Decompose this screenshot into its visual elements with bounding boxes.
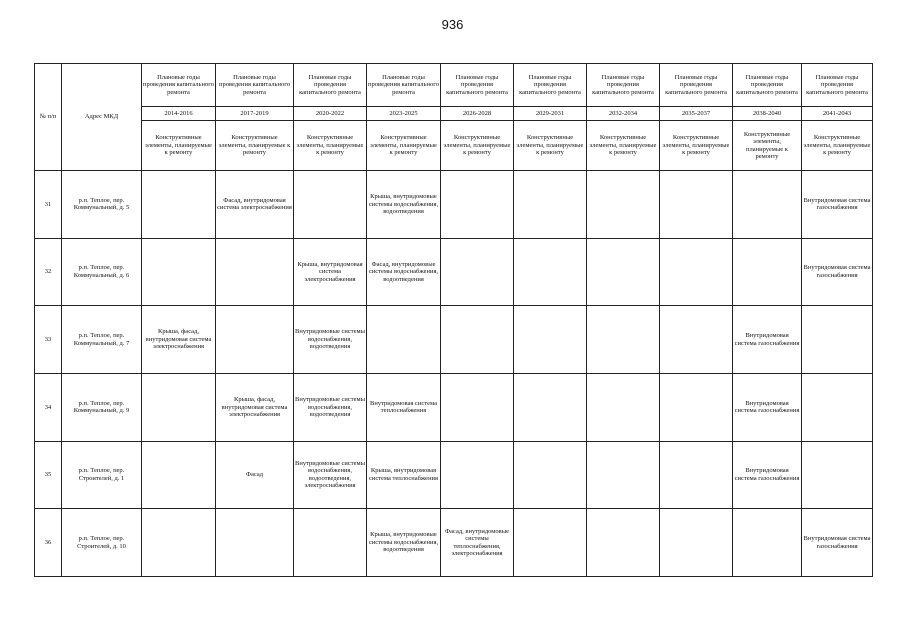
- cell-elements: [294, 171, 367, 239]
- header-period-0: 2014-2016: [142, 107, 216, 121]
- page-number: 936: [441, 17, 464, 32]
- header-plan-label: Плановые годы проведения капитального ремонта: [802, 64, 873, 107]
- cell-elements: Крыша, внутридомовые системы водоснабжения, водоотведения: [367, 509, 441, 577]
- row-number: 31: [35, 171, 62, 239]
- table-row: [35, 441, 873, 509]
- cell-elements: [441, 171, 514, 239]
- row-address: р.п. Теплое, пер. Коммунальный, д. 5: [62, 171, 142, 239]
- repair-schedule-table: [34, 63, 873, 577]
- cell-elements: [216, 306, 294, 374]
- header-elements-label: Конструктивные элементы, планируемые к ремонту: [294, 121, 367, 171]
- cell-elements: [441, 306, 514, 374]
- header-num: № п/п: [35, 64, 62, 171]
- header-period-4: 2026-2028: [441, 107, 514, 121]
- cell-elements: Крыша, внутридомовая система теплоснабжения: [367, 441, 441, 509]
- row-address: р.п. Теплое, пер. Коммунальный, д. 7: [62, 306, 142, 374]
- cell-elements: [514, 373, 587, 441]
- cell-elements: [587, 509, 660, 577]
- cell-elements: [587, 238, 660, 306]
- header-plan-label: Плановые годы проведения капитального ремонта: [733, 64, 802, 107]
- cell-elements: Фасад: [216, 441, 294, 509]
- row-address: р.п. Теплое, пер. Строителей, д. 1: [62, 441, 142, 509]
- header-period-2: 2020-2022: [294, 107, 367, 121]
- cell-elements: Фасад, внутридомовая система электроснабжения: [216, 171, 294, 239]
- table-row: [35, 306, 873, 374]
- header-period-1: 2017-2019: [216, 107, 294, 121]
- cell-elements: [514, 306, 587, 374]
- header-elements-label: Конструктивные элементы, планируемые к ремонту: [441, 121, 514, 171]
- cell-elements: [660, 171, 733, 239]
- header-elements-label: Конструктивные элементы, планируемые к ремонту: [514, 121, 587, 171]
- cell-elements: [587, 373, 660, 441]
- cell-elements: [802, 441, 873, 509]
- cell-elements: [660, 373, 733, 441]
- cell-elements: [142, 509, 216, 577]
- table-row: [35, 373, 873, 441]
- cell-elements: [514, 509, 587, 577]
- cell-elements: [514, 238, 587, 306]
- header-plan-label: Плановые годы проведения капитального ремонта: [441, 64, 514, 107]
- cell-elements: [216, 238, 294, 306]
- cell-elements: [514, 441, 587, 509]
- header-address: Адрес МКД: [62, 64, 142, 171]
- cell-elements: [441, 238, 514, 306]
- cell-elements: Внутридомовая система газоснабжения: [733, 373, 802, 441]
- header-period-8: 2038-2040: [733, 107, 802, 121]
- header-elements-label: Конструктивные элементы, планируемые к ремонту: [367, 121, 441, 171]
- header-elements-label: Конструктивные элементы, планируемые к ремонту: [733, 121, 802, 171]
- row-number: 32: [35, 238, 62, 306]
- cell-elements: Внутридомовые системы водоснабжения, водоотведения, электроснабжения: [294, 441, 367, 509]
- cell-elements: [216, 509, 294, 577]
- cell-elements: Внутридомовые системы водоснабжения, водоотведения: [294, 306, 367, 374]
- header-plan-label: Плановые годы проведения капитального ремонта: [514, 64, 587, 107]
- row-number: 35: [35, 441, 62, 509]
- cell-elements: [514, 171, 587, 239]
- cell-elements: [733, 238, 802, 306]
- header-plan-label: Плановые годы проведения капитального ремонта: [587, 64, 660, 107]
- cell-elements: [142, 171, 216, 239]
- header-period-7: 2035-2037: [660, 107, 733, 121]
- cell-elements: Внутридомовая система теплоснабжения: [367, 373, 441, 441]
- cell-elements: Внутридомовая система газоснабжения: [802, 171, 873, 239]
- header-period-9: 2041-2043: [802, 107, 873, 121]
- cell-elements: [733, 171, 802, 239]
- cell-elements: [142, 238, 216, 306]
- cell-elements: Внутридомовые системы водоснабжения, водоотведения: [294, 373, 367, 441]
- cell-elements: Фасад, внутридомовые системы водоснабжения, водоотведения: [367, 238, 441, 306]
- header-period-3: 2023-2025: [367, 107, 441, 121]
- row-number: 36: [35, 509, 62, 577]
- cell-elements: [587, 171, 660, 239]
- cell-elements: Крыша, внутридомовые системы водоснабжения, водоотведения: [367, 171, 441, 239]
- table-row: [35, 238, 873, 306]
- table-body: [35, 171, 873, 577]
- cell-elements: [660, 238, 733, 306]
- header-elements-label: Конструктивные элементы, планируемые к ремонту: [216, 121, 294, 171]
- table-header: [35, 64, 873, 171]
- header-plan-label: Плановые годы проведения капитального ремонта: [367, 64, 441, 107]
- header-elements-label: Конструктивные элементы, планируемые к ремонту: [660, 121, 733, 171]
- cell-elements: Крыша, фасад, внутридомовая система электроснабжения: [142, 306, 216, 374]
- cell-elements: Крыша, фасад, внутридомовая система электроснабжения: [216, 373, 294, 441]
- cell-elements: [660, 441, 733, 509]
- row-address: р.п. Теплое, пер. Коммунальный, д. 6: [62, 238, 142, 306]
- cell-elements: [441, 373, 514, 441]
- cell-elements: [142, 373, 216, 441]
- cell-elements: [733, 509, 802, 577]
- header-elements-label: Конструктивные элементы, планируемые к ремонту: [587, 121, 660, 171]
- header-period-5: 2029-2031: [514, 107, 587, 121]
- header-plan-label: Плановые годы проведения капитального ремонта: [216, 64, 294, 107]
- cell-elements: Внутридомовая система газоснабжения: [802, 238, 873, 306]
- cell-elements: [802, 306, 873, 374]
- cell-elements: [660, 509, 733, 577]
- header-plan-label: Плановые годы проведения капитального ремонта: [142, 64, 216, 107]
- header-elements-label: Конструктивные элементы, планируемые к ремонту: [142, 121, 216, 171]
- cell-elements: [802, 373, 873, 441]
- cell-elements: [294, 509, 367, 577]
- row-address: р.п. Теплое, пер. Строителей, д. 10: [62, 509, 142, 577]
- cell-elements: Крыша, внутридомовая система электроснабжения: [294, 238, 367, 306]
- header-elements-label: Конструктивные элементы, планируемые к ремонту: [802, 121, 873, 171]
- header-period-6: 2032-2034: [587, 107, 660, 121]
- cell-elements: [367, 306, 441, 374]
- header-plan-label: Плановые годы проведения капитального ремонта: [294, 64, 367, 107]
- row-address: р.п. Теплое, пер. Коммунальный, д. 9: [62, 373, 142, 441]
- header-plan-label: Плановые годы проведения капитального ремонта: [660, 64, 733, 107]
- cell-elements: Фасад, внутридомовые системы теплоснабжения, электроснабжения: [441, 509, 514, 577]
- cell-elements: [587, 306, 660, 374]
- cell-elements: [441, 441, 514, 509]
- cell-elements: Внутридомовая система газоснабжения: [733, 306, 802, 374]
- cell-elements: Внутридомовая система газоснабжения: [802, 509, 873, 577]
- cell-elements: [142, 441, 216, 509]
- table-row: [35, 509, 873, 577]
- cell-elements: Внутридомовая система газоснабжения: [733, 441, 802, 509]
- row-number: 34: [35, 373, 62, 441]
- cell-elements: [660, 306, 733, 374]
- row-number: 33: [35, 306, 62, 374]
- cell-elements: [587, 441, 660, 509]
- table-row: [35, 171, 873, 239]
